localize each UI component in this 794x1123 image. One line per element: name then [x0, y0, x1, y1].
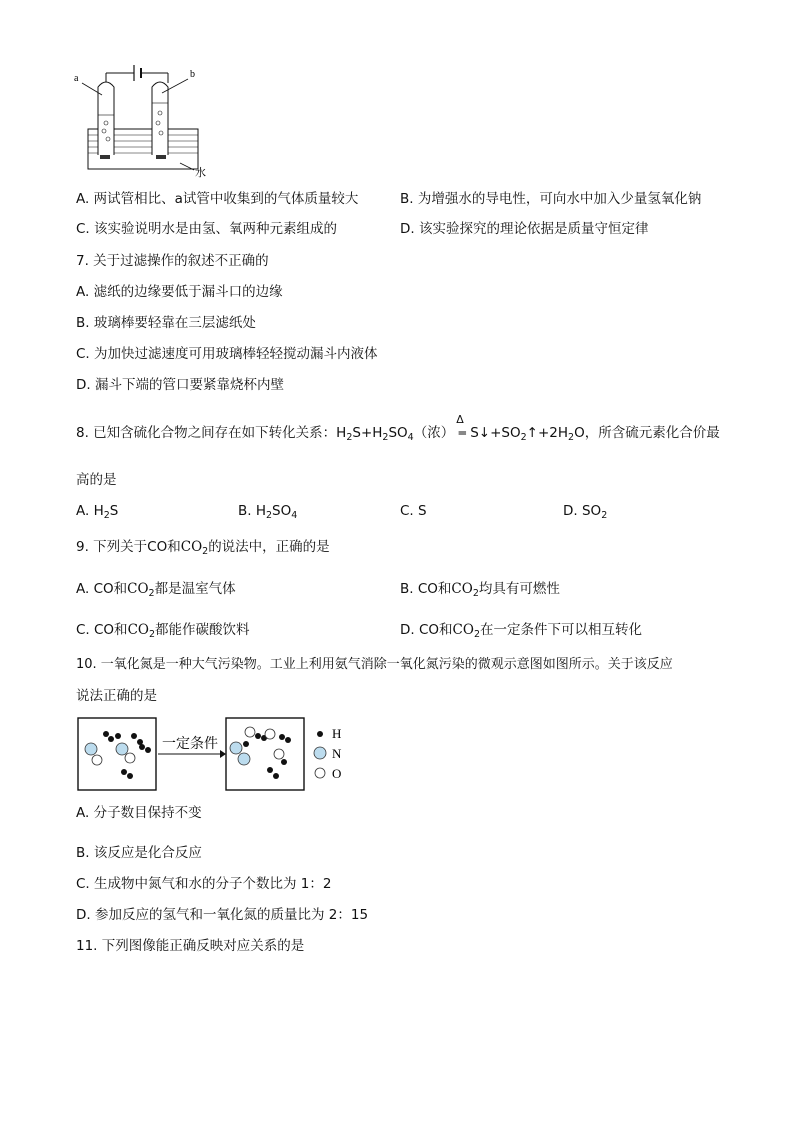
q10-stem-line2: 说法正确的是: [76, 688, 157, 704]
q9-option-a[interactable]: A. CO和$CO_2$都是温室气体: [76, 581, 236, 599]
q10-option-a[interactable]: A. 分子数目保持不变: [76, 805, 202, 821]
heat-condition: Δ ═: [456, 413, 466, 440]
electrolysis-diagram: [70, 55, 220, 180]
q10-option-c[interactable]: C. 生成物中氮气和水的分子个数比为 1：2: [76, 876, 332, 892]
q9-stem: 9. 下列关于CO和$CO_2$的说法中，正确的是: [76, 539, 330, 557]
label-b: b: [190, 69, 195, 80]
arrow-label: 一定条件: [162, 736, 218, 752]
q10-stem: 10. 一氧化氮是一种大气污染物。工业上利用氨气消除一氧化氮污染的微观示意图如图所示。关于该反应: [76, 657, 673, 672]
reaction-diagram: [74, 714, 374, 794]
q6-option-d[interactable]: D. 该实验探究的理论依据是质量守恒定律: [400, 221, 649, 237]
q8-option-c[interactable]: C. S: [400, 503, 427, 519]
q8-option-b[interactable]: B. $H_2SO_4$: [238, 503, 298, 521]
legend-n: N: [332, 746, 342, 761]
q7-option-b[interactable]: B. 玻璃棒要轻靠在三层滤纸处: [76, 315, 256, 331]
q10-option-b[interactable]: B. 该反应是化合反应: [76, 845, 202, 861]
q6-option-c[interactable]: C. 该实验说明水是由氢、氧两种元素组成的: [76, 221, 338, 237]
q8-option-a[interactable]: A. $H_2S$: [76, 503, 119, 521]
legend-h: H: [332, 726, 342, 741]
q8-stem: 8. 已知含硫化合物之间存在如下转化关系：$H_2S+H_2SO_4$（浓） Δ ═ $S↓+SO_2↑+2H_2O$，所含硫元素化合价最: [76, 413, 720, 443]
q7-option-c[interactable]: C. 为加快过滤速度可用玻璃棒轻轻搅动漏斗内液体: [76, 346, 378, 362]
q9-option-d[interactable]: D. CO和$CO_2$在一定条件下可以相互转化: [400, 622, 642, 640]
q6-option-a[interactable]: A. 两试管相比、a试管中收集到的气体质量较大: [76, 191, 359, 207]
label-water: 水: [195, 167, 206, 179]
q9-option-c[interactable]: C. CO和$CO_2$都能作碳酸饮料: [76, 622, 250, 640]
q7-option-a[interactable]: A. 滤纸的边缘要低于漏斗口的边缘: [76, 284, 283, 300]
label-a: a: [74, 73, 79, 84]
q10-option-d[interactable]: D. 参加反应的氢气和一氧化氮的质量比为 2：15: [76, 907, 369, 923]
q9-option-b[interactable]: B. CO和$CO_2$均具有可燃性: [400, 581, 560, 599]
q11-stem: 11. 下列图像能正确反映对应关系的是: [76, 938, 305, 954]
q7-option-d[interactable]: D. 漏斗下端的管口要紧靠烧杯内壁: [76, 377, 284, 393]
q7-stem: 7. 关于过滤操作的叙述不正确的: [76, 253, 269, 269]
q8-stem-line2: 高的是: [76, 472, 117, 488]
q8-option-d[interactable]: D. $SO_2$: [563, 503, 608, 521]
q6-option-b[interactable]: B. 为增强水的导电性，可向水中加入少量氢氧化钠: [400, 191, 702, 207]
legend-o: O: [332, 766, 342, 781]
